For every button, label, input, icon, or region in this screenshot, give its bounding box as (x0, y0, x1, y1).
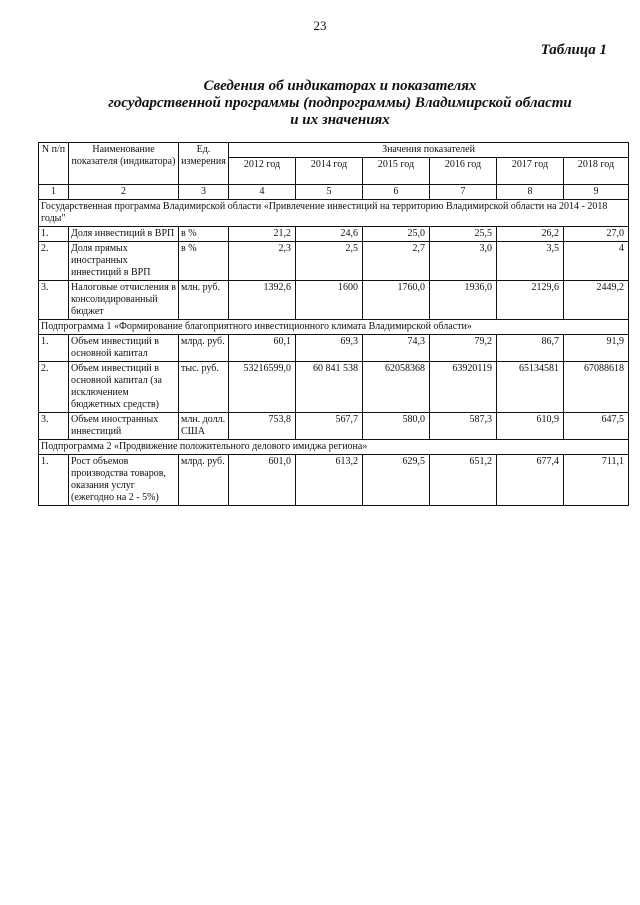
row-name: Объем иностранных инвестиций (69, 413, 179, 440)
title-line: и их значениях (290, 112, 390, 128)
row-value: 53216599,0 (229, 362, 296, 413)
row-value: 63920119 (430, 362, 497, 413)
row-value: 62058368 (363, 362, 430, 413)
indicators-table (38, 142, 629, 506)
table-label: Таблица 1 (540, 42, 607, 58)
row-value: 647,5 (564, 413, 629, 440)
row-num: 1. (39, 227, 69, 242)
row-value: 2,7 (363, 242, 430, 281)
row-value: 580,0 (363, 413, 430, 440)
row-value: 1936,0 (430, 281, 497, 320)
row-num: 1. (39, 455, 69, 506)
row-value: 3,0 (430, 242, 497, 281)
header-row (39, 143, 629, 158)
header-year: 2016 год (430, 158, 497, 185)
row-value: 2449,2 (564, 281, 629, 320)
section-title-row (39, 440, 629, 455)
row-name: Рост объемов производства товаров, оказания услуг (ежегодно на 2 - 5%) (69, 455, 179, 506)
header-year: 2017 год (497, 158, 564, 185)
header-year: 2014 год (296, 158, 363, 185)
row-value: 4 (564, 242, 629, 281)
row-value: 2,3 (229, 242, 296, 281)
table-row (39, 242, 629, 281)
row-value: 601,0 (229, 455, 296, 506)
row-value: 27,0 (564, 227, 629, 242)
row-name: Объем инвестиций в основной капитал (за исключением бюджетных средств) (69, 362, 179, 413)
row-value: 3,5 (497, 242, 564, 281)
table-row (39, 362, 629, 413)
row-value: 711,1 (564, 455, 629, 506)
row-unit: тыс. руб. (179, 362, 229, 413)
row-value: 74,3 (363, 335, 430, 362)
column-number: 4 (229, 185, 296, 200)
row-unit: в % (179, 242, 229, 281)
table-row (39, 227, 629, 242)
row-value: 587,3 (430, 413, 497, 440)
row-value: 25,0 (363, 227, 430, 242)
row-num: 3. (39, 281, 69, 320)
row-value: 21,2 (229, 227, 296, 242)
row-num: 2. (39, 242, 69, 281)
row-value: 613,2 (296, 455, 363, 506)
column-number: 9 (564, 185, 629, 200)
row-num: 3. (39, 413, 69, 440)
section-title-row (39, 200, 629, 227)
row-value: 753,8 (229, 413, 296, 440)
document-title (60, 78, 620, 129)
header-unit: Ед. измерения (179, 143, 229, 185)
row-value: 69,3 (296, 335, 363, 362)
title-line: Сведения об индикаторах и показателях (203, 78, 477, 94)
header-name: Наименование показателя (индикатора) (69, 143, 179, 185)
header-year: 2018 год (564, 158, 629, 185)
row-num: 1. (39, 335, 69, 362)
row-unit: млрд. руб. (179, 335, 229, 362)
row-name: Доля инвестиций в ВРП (69, 227, 179, 242)
table-row (39, 413, 629, 440)
header-num: N п/п (39, 143, 69, 185)
row-value: 610,9 (497, 413, 564, 440)
title-line: государственной программы (подпрограммы) Владимирской области (108, 95, 572, 111)
table-row (39, 455, 629, 506)
row-value: 629,5 (363, 455, 430, 506)
row-value: 86,7 (497, 335, 564, 362)
column-number: 7 (430, 185, 497, 200)
section-title-row (39, 320, 629, 335)
row-value: 25,5 (430, 227, 497, 242)
column-number: 1 (39, 185, 69, 200)
row-value: 1760,0 (363, 281, 430, 320)
page-number: 23 (313, 18, 327, 33)
table-row (39, 281, 629, 320)
column-number: 2 (69, 185, 179, 200)
column-number: 3 (179, 185, 229, 200)
table-row (39, 335, 629, 362)
row-value: 60 841 538 (296, 362, 363, 413)
row-unit: млн. руб. (179, 281, 229, 320)
row-value: 2,5 (296, 242, 363, 281)
row-name: Объем инвестиций в основной капитал (69, 335, 179, 362)
row-value: 677,4 (497, 455, 564, 506)
column-numbers-row (39, 185, 629, 200)
row-value: 1392,6 (229, 281, 296, 320)
section-title: Государственная программа Владимирской области «Привлечение инвестиций на территорию Владимирской области на 2014 - 2018 годы" (39, 200, 629, 227)
row-name: Доля прямых иностранных инвестиций в ВРП (69, 242, 179, 281)
row-unit: в % (179, 227, 229, 242)
column-number: 5 (296, 185, 363, 200)
row-value: 651,2 (430, 455, 497, 506)
row-value: 65134581 (497, 362, 564, 413)
row-value: 79,2 (430, 335, 497, 362)
header-values-group: Значения показателей (229, 143, 629, 158)
header-year: 2015 год (363, 158, 430, 185)
section-title: Подпрограмма 1 «Формирование благоприятного инвестиционного климата Владимирской области» (39, 320, 629, 335)
row-value: 567,7 (296, 413, 363, 440)
row-name: Налоговые отчисления в консолидированный бюджет (69, 281, 179, 320)
row-value: 60,1 (229, 335, 296, 362)
column-number: 6 (363, 185, 430, 200)
row-value: 24,6 (296, 227, 363, 242)
row-unit: млн. долл. США (179, 413, 229, 440)
row-value: 67088618 (564, 362, 629, 413)
row-value: 91,9 (564, 335, 629, 362)
column-number: 8 (497, 185, 564, 200)
row-value: 1600 (296, 281, 363, 320)
header-year: 2012 год (229, 158, 296, 185)
row-unit: млрд. руб. (179, 455, 229, 506)
section-title: Подпрограмма 2 «Продвижение положительного делового имиджа региона» (39, 440, 629, 455)
row-value: 2129,6 (497, 281, 564, 320)
row-value: 26,2 (497, 227, 564, 242)
row-num: 2. (39, 362, 69, 413)
